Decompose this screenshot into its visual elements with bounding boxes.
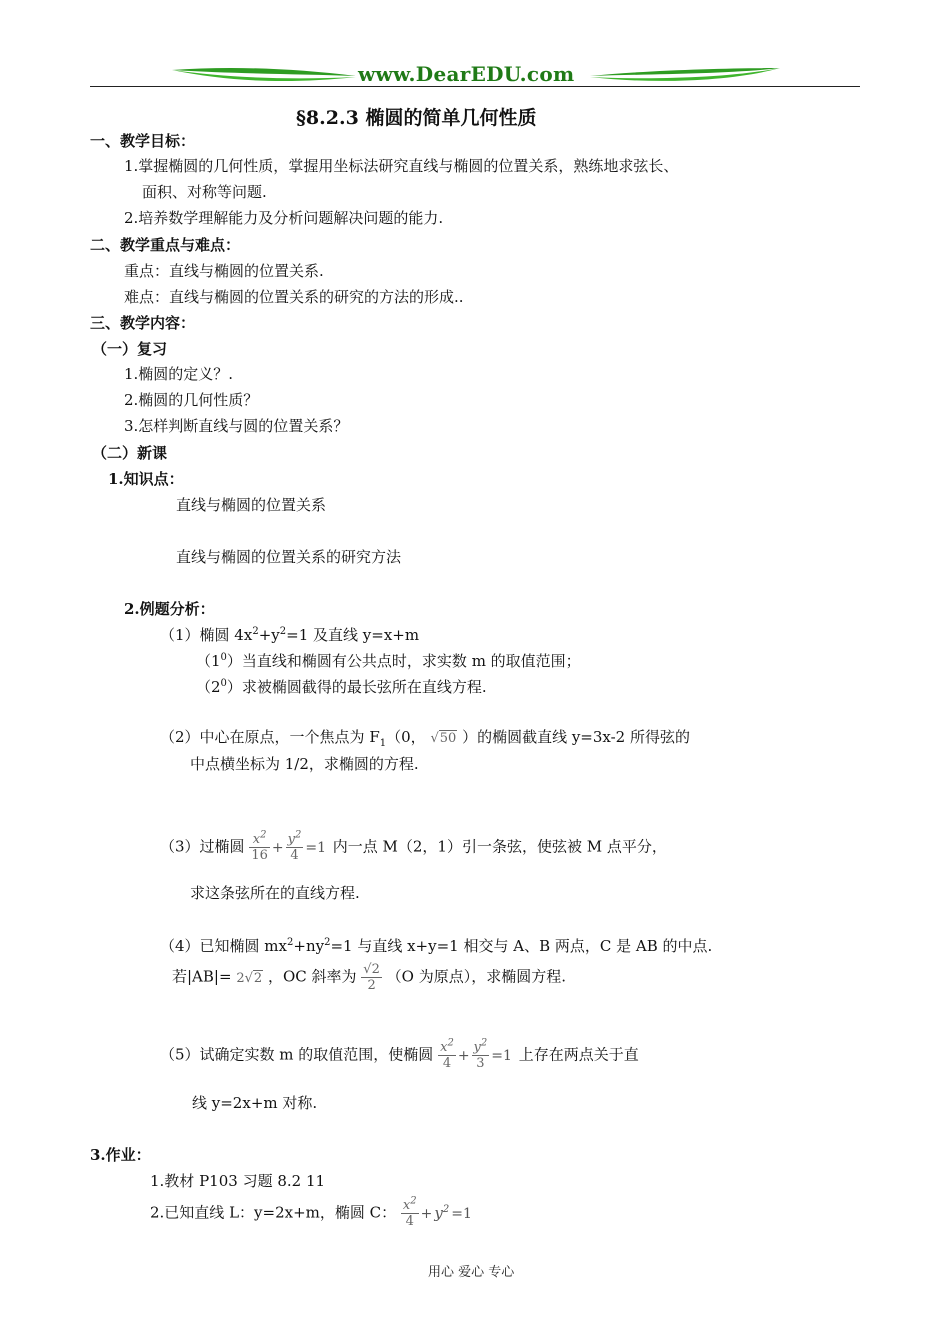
goal-item-2: 2.培养数学理解能力及分析问题解决问题的能力.	[124, 209, 444, 227]
fraction-sqrt2-over-2: $\frac{√2}{2}$	[363, 962, 380, 993]
two-sqrt-2: 2√2	[236, 970, 263, 986]
subsection-new-lesson: （二）新课	[92, 444, 168, 462]
example-5: （5）试确定实数 m 的取值范围，使椭圆 $\frac{x^2}{4}$ + $\frac{y^2}{3}$ =1 上存在两点关于直	[160, 1037, 639, 1071]
example-1-part-2: $(2^0)$求被椭圆截得的最长弦所在直线方程.	[196, 678, 487, 696]
examples-heading: 2.例题分析：	[124, 600, 215, 618]
example-2: （2）中心在原点，一个焦点为 $F_1(0$， √50 ）的椭圆截直线 y=3x-2 所得弦的	[160, 728, 690, 749]
fraction-y2-over-3: $\frac{y^2}{3}$	[473, 1037, 488, 1071]
example-1-part-1: $(1^0)$当直线和椭圆有公共点时，求实数 m 的取值范围；	[196, 652, 581, 670]
homework-item-1: 1.教材 P103 习题 8.2 11	[150, 1172, 326, 1190]
header-rule	[90, 86, 860, 87]
section-heading-content: 三、教学内容：	[90, 314, 196, 332]
header-site-name: www.DearEDU.com	[358, 62, 575, 86]
example-1: （1）椭圆 $4x^2+y^2=1$ 及直线 y=x+m	[160, 626, 420, 644]
review-question-2: 2.椭圆的几何性质？	[124, 391, 259, 409]
subsection-review: （一）复习	[92, 340, 168, 358]
homework-heading: 3.作业：	[90, 1146, 151, 1164]
header-logo	[170, 62, 782, 88]
homework-item-2: 2.已知直线 L：y=2x+m，椭圆 C： $\frac{x^2}{4}$ + $y^2 =1$	[150, 1195, 472, 1229]
fraction-y2-over-4: $\frac{y^2}{4}$	[287, 829, 302, 863]
section-heading-goals: 一、教学目标：	[90, 132, 196, 150]
example-5-line-2: 线 y=2x+m 对称.	[192, 1094, 318, 1112]
example-4: （4）已知椭圆 $mx^2+ny^2=1$ 与直线 x+y=1 相交与 A、B 两点，C 是 AB 的中点.	[160, 937, 713, 955]
review-question-1: 1.椭圆的定义？.	[124, 365, 234, 383]
goal-item-1: 1.掌握椭圆的几何性质，掌握用坐标法研究直线与椭圆的位置关系，熟练地求弦长、	[124, 157, 679, 175]
knowledge-point-2: 直线与椭圆的位置关系的研究方法	[176, 548, 402, 566]
knowledge-point-1: 直线与椭圆的位置关系	[176, 496, 327, 514]
example-2-line-2: 中点横坐标为 1/2，求椭圆的方程.	[190, 755, 419, 773]
fraction-x2-over-4-hw: $\frac{x^2}{4}$	[402, 1195, 417, 1229]
fraction-x2-over-16: $\frac{x^2}{16}$	[251, 829, 268, 863]
knowledge-points-heading: 1.知识点：	[108, 470, 184, 488]
example-3-line-2: 求这条弦所在的直线方程.	[190, 884, 360, 902]
focus-key-point: 重点：直线与椭圆的位置关系.	[124, 262, 324, 280]
example-3: （3）过椭圆 $\frac{x^2}{16}$ + $\frac{y^2}{4}$ =1 内一点 M（2，1）引一条弦，使弦被 M 点平分，	[160, 829, 667, 863]
section-heading-focus: 二、教学重点与难点：	[90, 236, 241, 254]
sqrt-50: √50	[430, 731, 457, 746]
page-title: §8.2.3 椭圆的简单几何性质	[296, 107, 537, 129]
focus-hard-point: 难点：直线与椭圆的位置关系的研究的方法的形成..	[124, 288, 464, 306]
review-question-3: 3.怎样判断直线与圆的位置关系？	[124, 417, 349, 435]
page-footer: 用心 爱心 专心	[428, 1265, 515, 1280]
example-4-line-2: 若|AB|= 2√2 ，OC 斜率为 $\frac{√2}{2}$ （O 为原点），求椭圆方程.	[172, 962, 566, 993]
fraction-x2-over-4: $\frac{x^2}{4}$	[440, 1037, 454, 1071]
goal-item-1-cont: 面积、对称等问题.	[142, 183, 267, 201]
